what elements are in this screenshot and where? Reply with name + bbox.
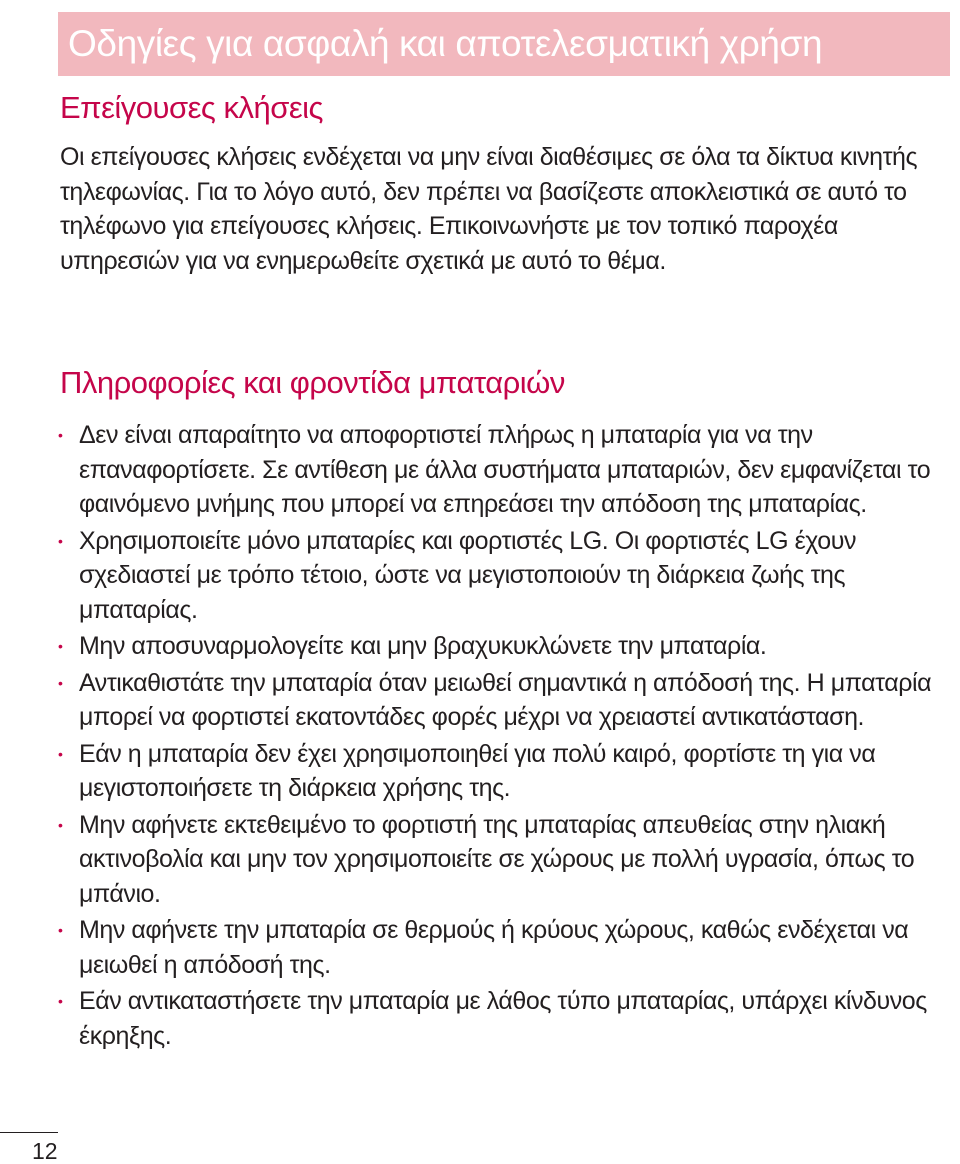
header-band [58, 12, 950, 76]
list-item-text: Μην αποσυναρμολογείτε και μην βραχυκυκλώνετε την μπαταρία. [79, 632, 767, 660]
bullet-icon: • [58, 993, 63, 1009]
page-number-rule [0, 1132, 58, 1133]
battery-care-list [58, 418, 948, 1055]
list-item-text: Μην αφήνετε εκτεθειμένο το φορτιστή της μπαταρίας απευθείας στην ηλιακή ακτινοβολία και μην τον χρησιμοποιείτε σε χώρους με πολλή υγρασία, όπως το μπάνιο. [79, 810, 915, 908]
bullet-icon: • [58, 816, 63, 833]
section-heading-battery-care: Πληροφορίες και φροντίδα μπαταριών [60, 365, 565, 400]
bullet-icon: • [58, 532, 63, 549]
list-item-text: Αντικαθιστάτε την μπαταρία όταν μειωθεί σημαντικά η απόδοσή της. Η μπαταρία μπορεί να φορτιστεί εκατοντάδες φορές μέχρι να χρειαστεί αντικατάσταση. [79, 668, 932, 731]
list-item [58, 629, 948, 664]
list-item [58, 737, 948, 806]
list-item-text: Μην αφήνετε την μπαταρία σε θερμούς ή κρύους χώρους, καθώς ενδέχεται να μειωθεί η απόδοσή της. [79, 916, 909, 979]
list-item [58, 913, 948, 982]
bullet-icon: • [58, 638, 63, 654]
bullet-icon: • [58, 922, 63, 938]
list-item [58, 418, 948, 522]
list-item [58, 808, 948, 912]
bullet-icon: • [58, 745, 63, 762]
emergency-calls-paragraph: Οι επείγουσες κλήσεις ενδέχεται να μην είναι διαθέσιμες σε όλα τα δίκτυα κινητής τηλεφωνίας. Για το λόγο αυτό, δεν πρέπει να βασίζεστε αποκλειστικά σε αυτό το τηλέφωνο για επείγουσες κλήσεις. Επικοινωνήστε με τον τοπικό παροχέα υπηρεσιών για να ενημερωθείτε σχετικά με αυτό το θέμα. [60, 143, 918, 275]
list-item-text: Χρησιμοποιείτε μόνο μπαταρίες και φορτιστές LG. Οι φορτιστές LG έχουν σχεδιαστεί με τρόπο τέτοιο, ώστε να μεγιστοποιούν τη διάρκεια ζωής της μπαταρίας. [79, 526, 857, 624]
bullet-icon: • [58, 674, 63, 691]
list-item-text: Εάν αντικαταστήσετε την μπαταρία με λάθος τύπο μπαταρίας, υπάρχει κίνδυνος έκρηξης. [79, 987, 927, 1050]
list-item [58, 666, 948, 735]
list-item [58, 984, 948, 1053]
list-item [58, 524, 948, 628]
section-heading-emergency-calls: Επείγουσες κλήσεις [60, 90, 323, 125]
bullet-icon: • [58, 427, 63, 443]
list-item-text: Δεν είναι απαραίτητο να αποφορτιστεί πλήρως η μπαταρία για να την επαναφορτίσετε. Σε αντίθεση με άλλα συστήματα μπαταριών, δεν εμφανίζεται το φαινόμενο μνήμης που μπορεί να επηρεάσει την απόδοση της μπαταρίας. [79, 421, 931, 518]
page-number: 12 [32, 1138, 58, 1164]
list-item-text: Εάν η μπαταρία δεν έχει χρησιμοποιηθεί για πολύ καιρό, φορτίστε τη για να μεγιστοποιήσετε τη διάρκεια χρήσης της. [79, 739, 876, 802]
page-title: Οδηγίες για ασφαλή και αποτελεσματική χρήση [68, 23, 823, 64]
